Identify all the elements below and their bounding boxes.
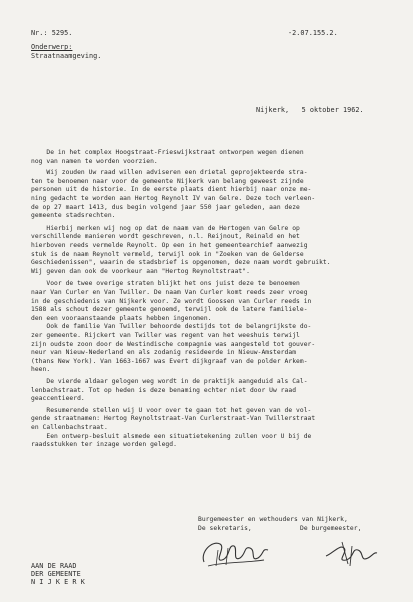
body-line: Een ontwerp-besluit alsmede een situatietekening zullen voor U bij de [31,432,312,440]
body-line: neur van Nieuw-Nederland en als zodanig resideerde in Nieuw-Amsterdam [31,349,297,357]
secretary-title: De sekretaris, [198,525,252,532]
body-line: gende straatnamen: Hertog Reynoltstraat-Van Curlerstraat-Van Twillerstraat [31,415,316,423]
body-line: gemeente stadsrechten. [31,212,116,220]
body-line: zer gemeente. Rijckert van Twiller was regent van het weeshuis terwijl [31,332,300,339]
body-line: personen uit de historie. In de eerste plaats dient hierbij naar onze me- [31,186,312,194]
addressee-line-3: N I J K E R K [31,578,85,586]
body-line: 1588 als schout dezer gemeente genoemd, terwijl ook de latere familiele- [31,306,308,314]
addressee-line-1: AAN DE RAAD [31,562,77,570]
body-line: den een vooraanstaande plaats hebben ingenomen. [31,314,212,322]
secretary-signature [198,532,273,574]
mayor-title: De burgemeester, [300,525,362,532]
subject-value: Straatnaamgeving. [31,52,102,60]
body-line: raadsstukken ter inzage worden gelegd. [31,441,177,449]
mayor-signature [322,536,380,570]
body-line: zijn oudste zoon door de Westindische compagnie was aangesteld tot gouver- [31,340,316,348]
body-line: stuk is de naam Reynolt vermeld, terwijl ook in "Zoeken van de Gelderse [31,250,304,258]
subject-label: Onderwerp: [31,43,73,51]
signature-heading: Burgemeester en wethouders van Nijkerk, [198,516,348,523]
body-line: ning gedacht te worden aan Hertog Reynolt IV van Gelre. Deze toch verleen- [31,195,316,202]
body-line: heen. [31,366,51,374]
addressee-line-2: DER GEMEENTE [31,570,81,578]
reference-code: -2.07.155.2. [288,29,338,37]
body-line: De in het complex Hoogstraat-Frieswijkstraat ontworpen wegen dienen [31,149,304,156]
document-number: Nr.: 5295. [31,29,73,37]
body-line: in de geschiedenis van Nijkerk voor. Ze wordt Goossen van Curler reeds in [31,297,312,305]
body-line: geaccentieerd. [31,395,85,403]
body-line: De vierde aldaar gelogen weg wordt in de praktijk aangeduid als Cal- [31,378,308,385]
body-line: Wij zouden Uw raad willen adviseren een drietal geprojekteerde stra- [31,169,308,177]
body-line: hierboven reeds vermelde Reynolt. Op een in het gemeentearchief aanwezig [31,242,308,249]
body-line: (thans New York). Van 1663-1667 was Evert dijkgraaf van de polder Arkem- [31,357,308,365]
body-line: lenbachstraat. Tot op heden is deze benaming echter niet door Uw raad [31,386,297,394]
body-line: Voor de twee overige straten blijkt het ons juist deze te benoemen [31,280,300,288]
place-date: Nijkerk, 5 oktober 1962. [256,106,364,114]
body-line: Geschiedenissen", waarin de stadsbrief is opgenomen, deze naam wordt gebruikt. [31,259,331,267]
body-line: nog van namen te worden voorzien. [31,157,158,165]
body-line: ten te benoemen naar voor de gemeente Nijkerk van belang geweest zijnde [31,177,304,185]
body-line: Wij geven dan ook de voorkeur aan "Hertog Reynoltstraat". [31,267,250,275]
body-line: naar Van Curler en Van Twiller. De naam Van Curler komt reeds zeer vroeg [31,289,308,296]
body-line: de op 27 maart 1413, dus begin volgend jaar 550 jaar geleden, aan deze [31,203,300,211]
body-line: Resumerende stellen wij U voor over te gaan tot het geven van de vol- [31,406,312,414]
body-line: Hierbij merken wij nog op dat de naam van de Hertogen van Gelre op [31,224,300,232]
body-line: verschillende manieren wordt geschreven, n.l. Reijnout, Reinald en het [31,233,300,241]
body-line: Ook de familie Van Twiller behoorde destijds tot de belangrijkste do- [31,323,312,331]
body-line: en Callenbachstraat. [31,424,108,431]
